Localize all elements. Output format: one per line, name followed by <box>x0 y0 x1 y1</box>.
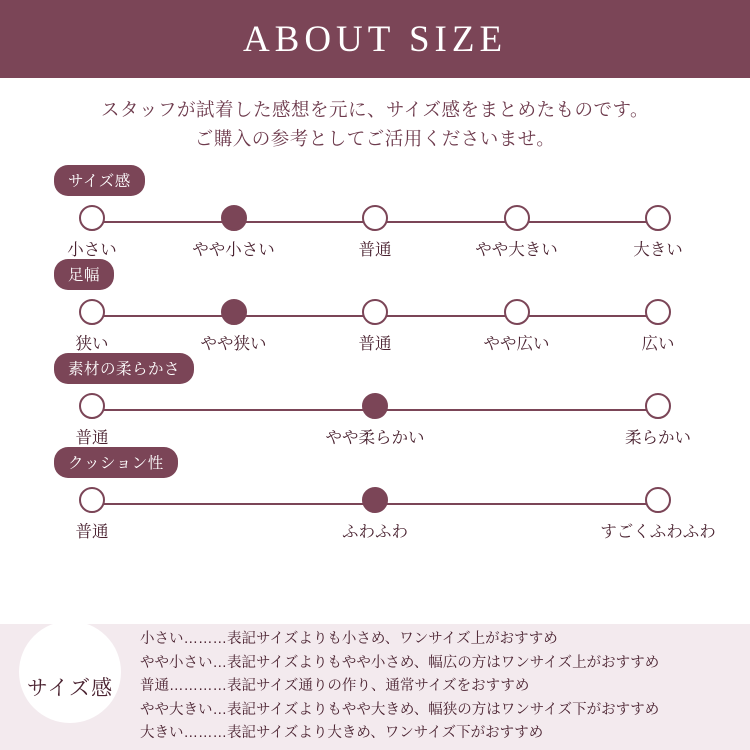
scales-container <box>0 153 750 542</box>
scale-options <box>54 299 696 354</box>
scale-option-label: 狭い <box>75 335 109 354</box>
scale-label: 素材の柔らかさ <box>54 353 194 384</box>
scale-dot[interactable] <box>362 205 388 231</box>
scale-block-material-softness <box>0 353 750 448</box>
scale-option-label: 普通 <box>358 335 392 354</box>
scale-option-label: やや広い <box>483 335 550 354</box>
scale-option[interactable] <box>337 299 413 354</box>
footer-legend <box>0 624 750 750</box>
scale-dot[interactable] <box>645 299 671 325</box>
scale-option[interactable] <box>325 393 425 448</box>
scale-track <box>54 205 696 260</box>
scale-block-foot-width <box>0 259 750 354</box>
scale-track <box>54 299 696 354</box>
footer-note: やや大きい…表記サイズよりもやや大きめ、幅狭の方はワンサイズ下がおすすめ <box>140 701 660 718</box>
scale-option-label: 柔らかい <box>625 429 691 448</box>
scale-dot[interactable] <box>504 299 530 325</box>
scale-option-label: すごくふわふわ <box>600 523 716 542</box>
scale-option-label: やや小さい <box>192 241 275 260</box>
scale-dot-selected[interactable] <box>362 487 388 513</box>
scale-option-label: やや柔らかい <box>325 429 425 448</box>
scale-label: 足幅 <box>54 259 114 290</box>
scale-option-label: 大きい <box>633 241 683 260</box>
scale-label: クッション性 <box>54 447 178 478</box>
footer-badge <box>0 672 140 702</box>
footer-note-list <box>140 628 750 745</box>
scale-option[interactable] <box>54 205 130 260</box>
intro-text <box>0 78 750 153</box>
scale-option[interactable] <box>620 299 696 354</box>
scale-option[interactable] <box>475 205 558 260</box>
scale-option-label: 普通 <box>358 241 392 260</box>
scale-label: サイズ感 <box>54 165 145 196</box>
scale-dot[interactable] <box>645 487 671 513</box>
scale-options <box>54 393 696 448</box>
scale-option[interactable] <box>54 299 130 354</box>
scale-track <box>54 487 716 542</box>
scale-options <box>54 205 696 260</box>
intro-line-2: ご購入の参考としてご活用くださいませ。 <box>194 127 556 149</box>
scale-dot[interactable] <box>79 393 105 419</box>
scale-option[interactable] <box>337 487 413 542</box>
badge-circle <box>19 621 121 723</box>
scale-option[interactable] <box>337 205 413 260</box>
page-header <box>0 0 750 78</box>
scale-option[interactable] <box>54 393 130 448</box>
scale-dot-selected[interactable] <box>221 299 247 325</box>
footer-note: 大きい………表記サイズより大きめ、ワンサイズ下がおすすめ <box>140 725 544 742</box>
scale-option-label: 広い <box>641 335 675 354</box>
scale-option[interactable] <box>620 393 696 448</box>
page-title: ABOUT SIZE <box>242 18 508 60</box>
footer-note: やや小さい…表記サイズよりもやや小さめ、幅広の方はワンサイズ上がおすすめ <box>140 654 660 671</box>
scale-dot-selected[interactable] <box>362 393 388 419</box>
intro-line-1: スタッフが試着した感想を元に、サイズ感をまとめたものです。 <box>100 99 650 120</box>
scale-dot[interactable] <box>362 299 388 325</box>
scale-option[interactable] <box>54 487 130 542</box>
scale-option-label: やや大きい <box>475 241 558 260</box>
scale-option-label: 普通 <box>75 523 109 542</box>
scale-track <box>54 393 696 448</box>
footer-note: 小さい………表記サイズよりも小さめ、ワンサイズ上がおすすめ <box>140 631 558 648</box>
scale-dot[interactable] <box>79 299 105 325</box>
footer-badge-label: サイズ感 <box>26 677 114 700</box>
scale-dot[interactable] <box>79 205 105 231</box>
scale-dot[interactable] <box>504 205 530 231</box>
scale-dot[interactable] <box>79 487 105 513</box>
scale-option-label: 小さい <box>67 241 117 260</box>
scale-options <box>54 487 716 542</box>
scale-option[interactable] <box>479 299 555 354</box>
scale-dot-selected[interactable] <box>221 205 247 231</box>
scale-option[interactable] <box>600 487 716 542</box>
scale-option-label: ふわふわ <box>342 523 408 542</box>
scale-block-cushioning <box>0 447 750 542</box>
scale-dot[interactable] <box>645 205 671 231</box>
scale-option[interactable] <box>620 205 696 260</box>
footer-note: 普通…………表記サイズ通りの作り、通常サイズをおすすめ <box>140 678 530 695</box>
scale-option-label: やや狭い <box>200 335 267 354</box>
scale-option-label: 普通 <box>75 429 109 448</box>
scale-option[interactable] <box>196 299 272 354</box>
scale-dot[interactable] <box>645 393 671 419</box>
scale-block-size-feel <box>0 165 750 260</box>
scale-option[interactable] <box>192 205 275 260</box>
